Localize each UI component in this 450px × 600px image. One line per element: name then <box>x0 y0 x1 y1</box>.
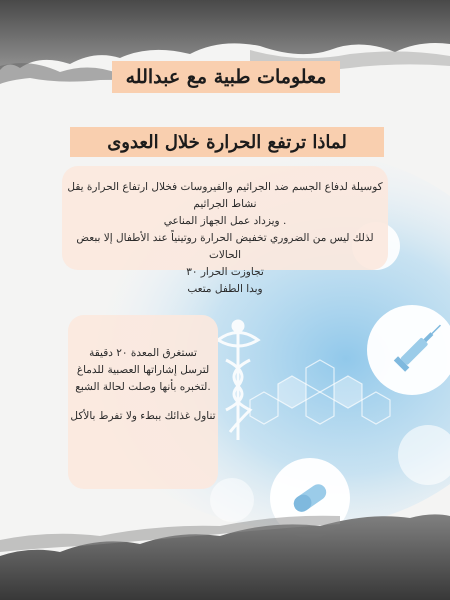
fever-line: تجاوزت الحرار ٣٠ <box>186 266 264 278</box>
spacer <box>70 396 216 408</box>
digestion-text <box>70 345 216 425</box>
page-title: معلومات طبية مع عبدالله <box>112 61 340 93</box>
fever-line: كوسيلة لدفاع الجسم ضد الجراثيم والفيروسات فخلال ارتفاع الحرارة يقل نشاط الجراثيم <box>67 181 383 210</box>
digestion-line: تستغرق المعدة ٢٠ دقيقة <box>89 347 197 359</box>
digestion-line: لترسل إشاراتها العصبية للدماغ <box>76 364 210 376</box>
fever-line: لذلك ليس من الضروري تخفيض الحرارة روتينياً عند الأطفال إلا ببعض الحالات <box>76 232 374 261</box>
digestion-line: .لتخبره بأنها وصلت لحالة الشبع <box>75 381 211 393</box>
digestion-tip: تناول غذائك ببطء ولا تفرط بالأكل <box>70 410 216 422</box>
fever-text <box>66 179 384 298</box>
section-heading: لماذا ترتفع الحرارة خلال العدوى <box>70 127 384 157</box>
fever-line: وبدا الطفل متعب <box>187 283 263 295</box>
fever-line: . ويزداد عمل الجهاز المناعي <box>163 215 287 227</box>
